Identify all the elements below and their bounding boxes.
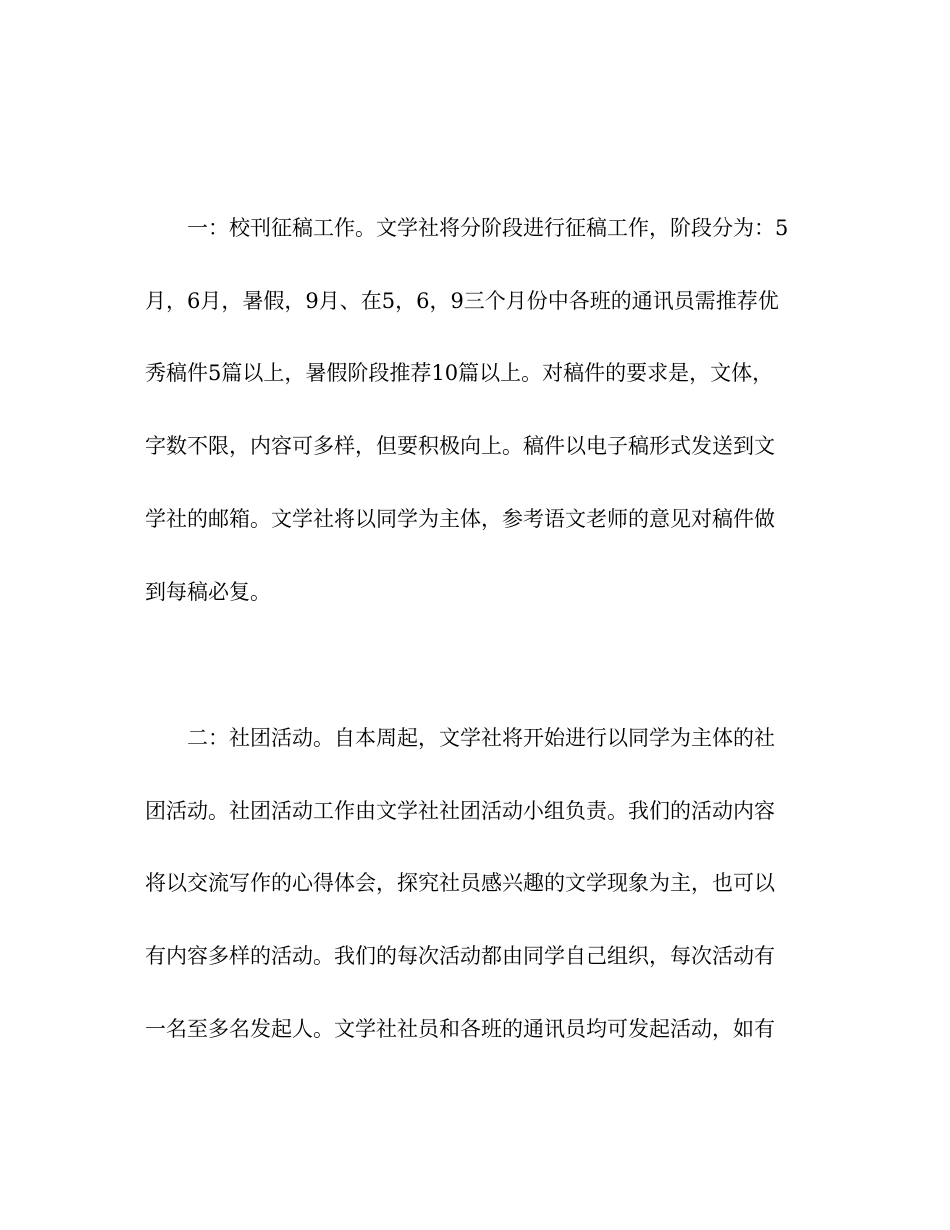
paragraph-2-line-5: 一名至多名发起人。文学社社员和各班的通讯员均可发起活动，如有 [145, 1017, 775, 1041]
paragraph-1-line-4: 字数不限，内容可多样，但要积极向上。稿件以电子稿形式发送到文 [145, 434, 775, 458]
paragraph-1-line-1: 一：校刊征稿工作。文学社将分阶段进行征稿工作，阶段分为：5 [187, 216, 789, 240]
paragraph-2-line-4: 有内容多样的活动。我们的每次活动都由同学自己组织，每次活动有 [145, 944, 775, 968]
paragraph-1-line-3: 秀稿件5篇以上，暑假阶段推荐10篇以上。对稿件的要求是，文体， [145, 361, 774, 385]
paragraph-2-line-2: 团活动。社团活动工作由文学社社团活动小组负责。我们的活动内容 [145, 799, 775, 823]
paragraph-1-line-2: 月，6月，暑假，9月、在5，6，9三个月份中各班的通讯员需推荐优 [145, 289, 779, 313]
paragraph-2-line-3: 将以交流写作的心得体会，探究社员感兴趣的文学现象为主，也可以 [145, 871, 775, 895]
paragraph-1-line-6: 到每稿必复。 [145, 580, 271, 604]
paragraph-2-line-1: 二：社团活动。自本周起，文学社将开始进行以同学为主体的社 [187, 726, 775, 750]
paragraph-1-line-5: 学社的邮箱。文学社将以同学为主体，参考语文老师的意见对稿件做 [145, 507, 775, 531]
